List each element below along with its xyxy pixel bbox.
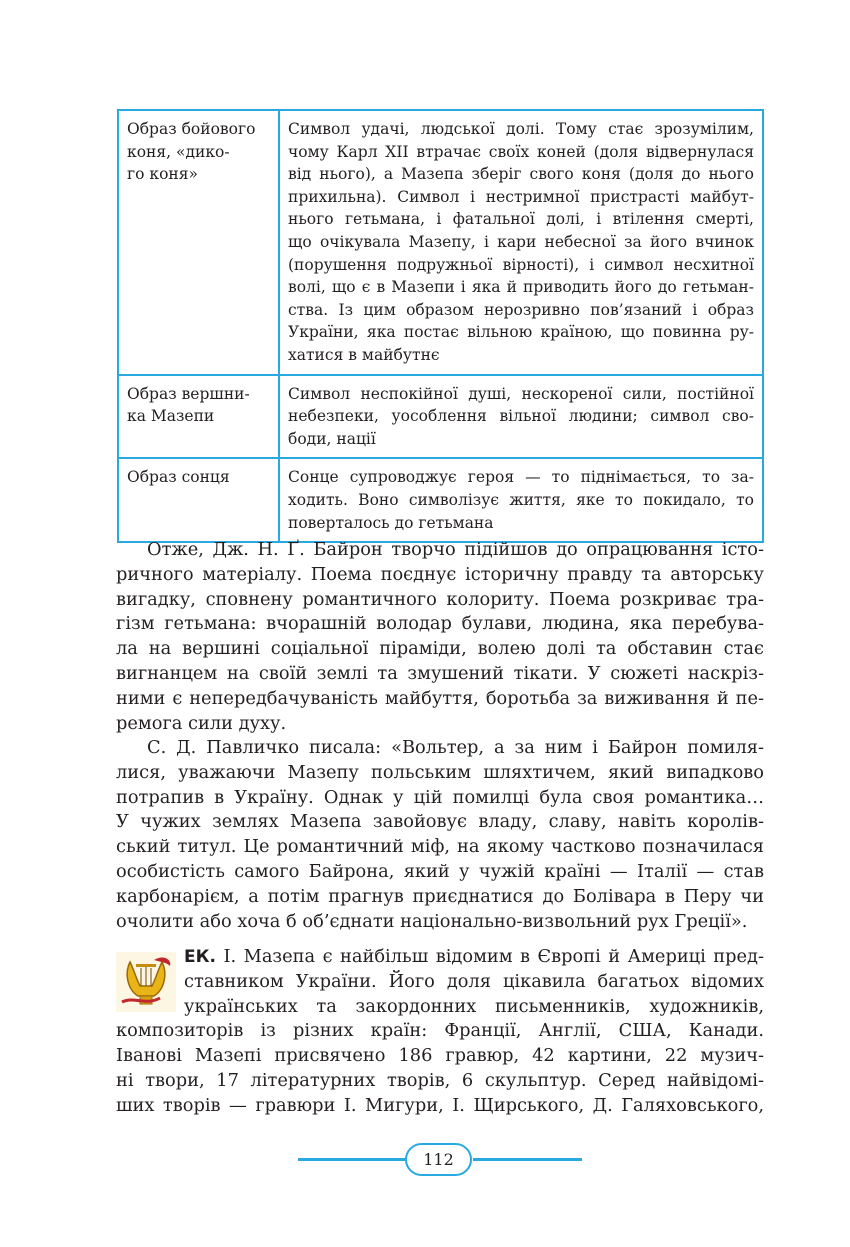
table-term-cell: Образ вершни- ка Мазепи (118, 375, 279, 459)
table-description-cell: Сонце супроводжує героя — то піднімається, то за- ходить. Воно символізує життя, яке то покидало, то поверталось до гетьмана (279, 458, 763, 542)
table-row (118, 375, 763, 459)
table-description-cell: Символ удачі, людської долі. Тому стає зрозумілим, чому Карл ХІІ втрачає своїх коней (доля відвернулася від нього), а Мазепа зберіг свого коня (доля до нього прихильна). Символ і нестримної пристрасті майбут- нього гетьмана, і фатальної долі, і втілення смерті, що очікувала Мазепу, і кари небесної за його вчинок (порушення подружньої вірності), і символ несхитної волі, що є в Мазепи і яка й приводить його до гетьман- ства. Із цим образом нерозривно пов’язаний і образ України, яка постає вільною країною, що повинна ру- хатися в майбутнє (279, 110, 763, 375)
page-number-rule-right (473, 1158, 582, 1161)
ek-label: ЕК. (184, 947, 216, 967)
symbols-table (117, 109, 764, 543)
paragraph-byron-conclusion: Отже, Дж. Н. Ґ. Байрон творчо підійшов до опрацювання істо- ричного матеріалу. Поема поєднує історичну правду та авторську вигадку, сповнену романтичного колориту. Поема розкриває тра- гізм гетьмана: вчорашній володар булави, людина, яка перебува- ла на вершині соціальної піраміди, волею долі та обставин стає вигнанцем на своїй землі та змушений тікати. У сюжеті наскріз- ними є непередбачуваність майбуття, боротьба за виживання й пе- ремога сили духу. (116, 539, 764, 734)
table-row (118, 458, 763, 542)
paragraph-pavlychko-quote: С. Д. Павличко писала: «Вольтер, а за ним і Байрон помиля- лися, уважаючи Мазепу польським шляхтичем, який випадково потрапив в Україну. Однак у цій помилці була своя романтика… У чужих землях Мазепа завойовує владу, славу, навіть королів- ський титул. Це романтичний міф, на якому частково позначилася особистість самого Байрона, який у чужій країні — Італії — став карбонарієм, а потім прагнув приєднатися до Болівара в Перу чи очолити або хоча б об’єднати національно-визвольний рух Греції». (116, 737, 764, 932)
page-number: 112 (405, 1143, 472, 1176)
table-term-cell: Образ бойового коня, «дико- го коня» (118, 110, 279, 375)
table-term-cell: Образ сонця (118, 458, 279, 542)
paragraph-ek-mazepa: ЕК. І. Мазепа є найбільш відомим в Європі й Америці пред- ставником України. Його доля цікавила багатьох відомих українських та закордонних письменників, художників, композиторів із різних країн: Франції, Англії, США, Канади. Івановi Мазепі присвячено 186 гравюр, 42 картини, 22 музич- ні твори, 17 літературних творів, 6 скульптур. Серед найвідомі- ших творів — гравюри І. Мигури, І. Щирського, Д. Галяховського, (116, 946, 764, 1116)
table-description-cell: Символ неспокійної душі, нескореної сили, постійної небезпеки, уособлення вільної людини; символ сво- боди, нації (279, 375, 763, 459)
page-number-rule-left (298, 1158, 406, 1161)
table-row (118, 110, 763, 375)
